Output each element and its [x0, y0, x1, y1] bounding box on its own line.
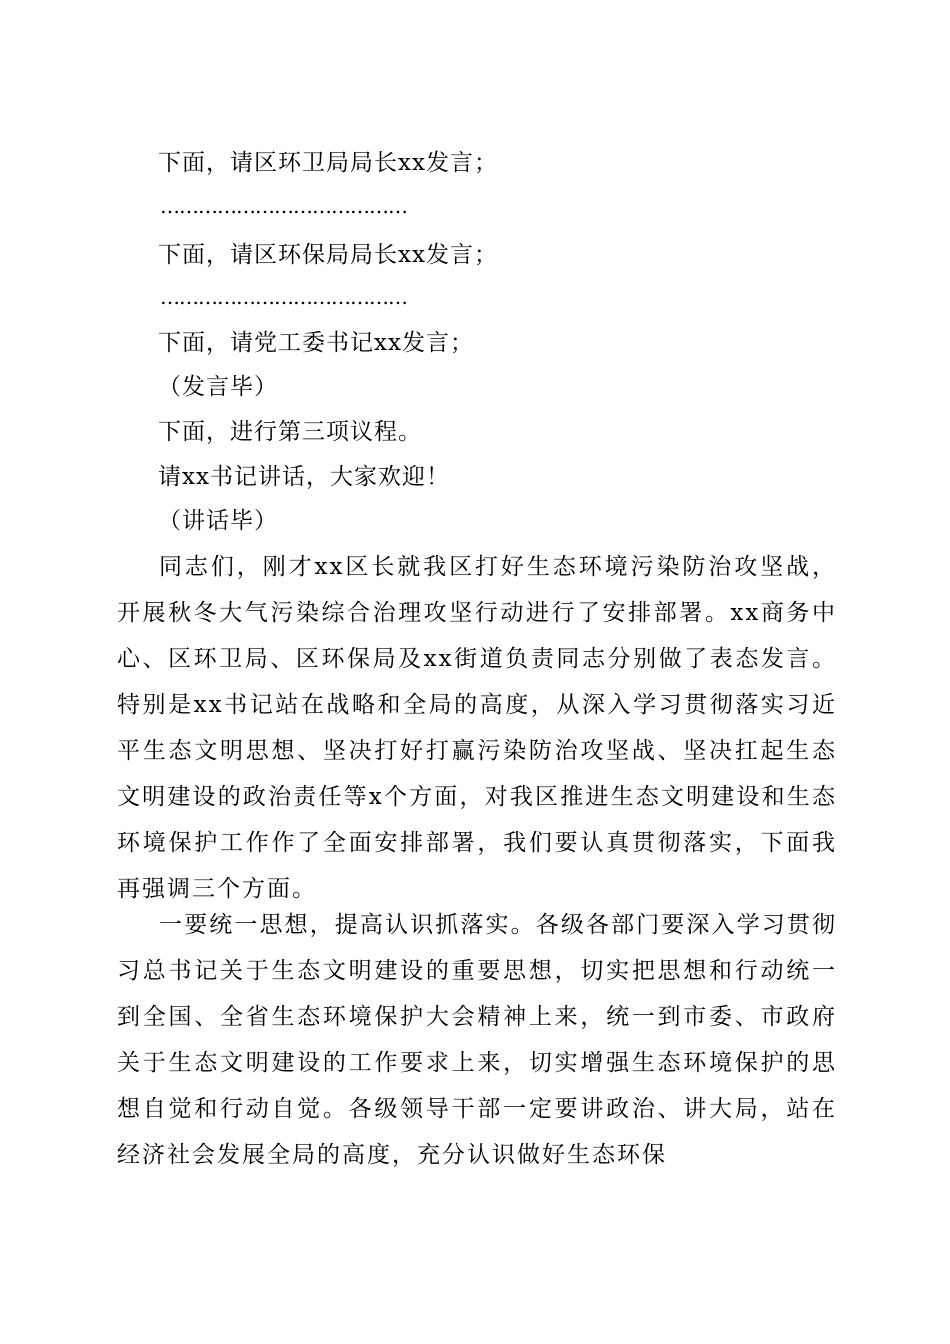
speech-line-2: 下面，请区环保局局长xx发言；: [158, 242, 498, 268]
talk-end-note: （讲话毕）: [158, 508, 278, 534]
ellipsis-line-1: …………………………………: [160, 194, 407, 218]
invitation-line: 请xx书记讲话，大家欢迎！: [158, 464, 450, 490]
paragraph-summary: 同志们，刚才xx区长就我区打好生态环境污染防治攻坚战，开展秋冬大气污染综合治理攻坚行动进行了安排部署。xx商务中心、区环卫局、区环保局及xx街道负责同志分别做了表态发言。特别是xx书记站在战略和全局的高度，从深入学习贯彻落实习近平生态文明思想、坚决打好打赢污染防治攻坚战、坚决扛起生态文明建设的政治责任等x个方面，对我区推进生态文明建设和生态环境保护工作作了全面安排部署，我们要认真贯彻落实，下面我再强调三个方面。: [117, 554, 837, 902]
paragraph-point-one: 一要统一思想，提高认识抓落实。各级各部门要深入学习贯彻习总书记关于生态文明建设的重要思想，切实把思想和行动统一到全国、全省生态环境保护大会精神上来，统一到市委、市政府关于生态文明建设的工作要求上来，切实增强生态环境保护的思想自觉和行动自觉。各级领导干部一定要讲政治、讲大局，站在经济社会发展全局的高度，充分认识做好生态环保: [117, 912, 837, 1168]
speech-line-1: 下面，请区环卫局局长xx发言；: [158, 150, 498, 176]
ellipsis-line-2: …………………………………: [160, 285, 407, 309]
speech-end-note: （发言毕）: [158, 374, 278, 400]
speech-line-3: 下面，请党工委书记xx发言；: [158, 330, 474, 356]
agenda-item-line: 下面，进行第三项议程。: [158, 419, 422, 445]
